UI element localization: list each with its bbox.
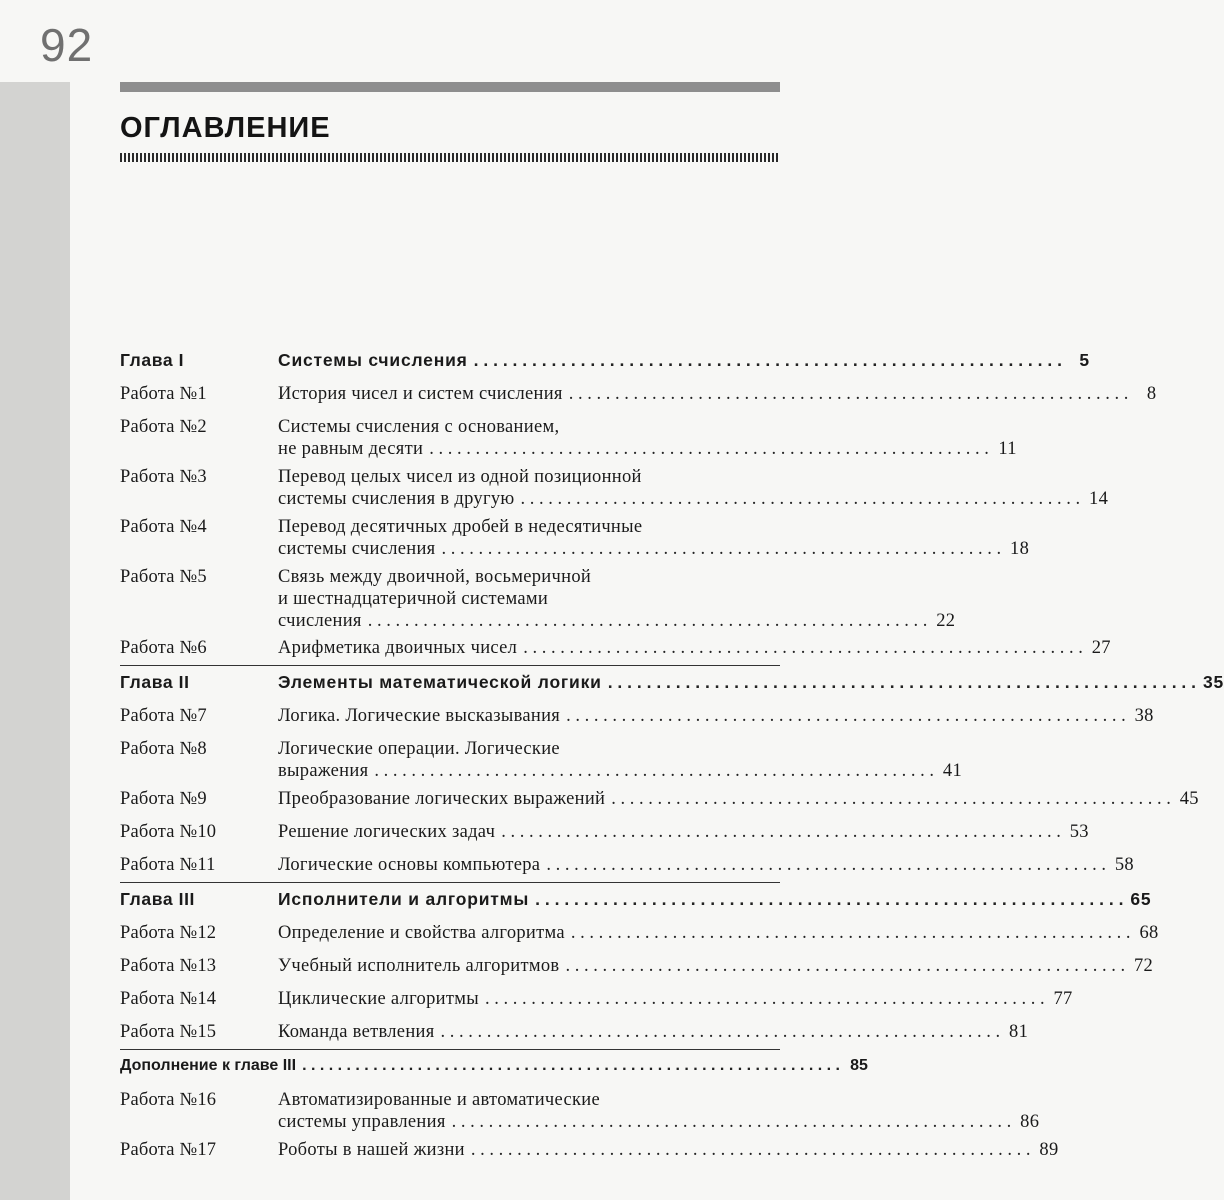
heading-rule: [120, 153, 780, 162]
toc-label: Дополнение к главе III: [120, 1057, 297, 1074]
toc-entry-row[interactable]: [120, 511, 1030, 561]
toc-title-line: Системы счисления с основанием,: [278, 417, 560, 437]
toc-page-number: 68: [1139, 923, 1159, 943]
toc-title: [278, 561, 955, 632]
toc-entry-row[interactable]: [120, 1084, 1040, 1134]
dot-leader: [429, 438, 989, 460]
toc-entry-row[interactable]: [120, 700, 1154, 733]
toc-title-line: [278, 488, 1108, 510]
toc-label: Работа №17: [120, 1140, 217, 1160]
toc-title-text: Определение и свойства алгоритма: [278, 923, 565, 943]
dot-leader: [571, 922, 1131, 944]
toc-page-number: 41: [942, 761, 963, 781]
header-bar: [120, 82, 780, 92]
toc-page-number: 65: [1130, 889, 1152, 909]
toc-title-line: [278, 349, 1090, 371]
toc-label: Работа №9: [120, 789, 207, 809]
toc-title: [278, 378, 1156, 405]
dot-leader: [374, 760, 934, 782]
toc-chapter-row[interactable]: [120, 344, 1090, 378]
toc-title-text: Арифметика двоичных чисел: [278, 638, 518, 658]
toc-title-text: системы счисления в другую: [278, 489, 515, 509]
toc-title: [278, 461, 1108, 510]
toc-label: Работа №2: [120, 417, 207, 437]
toc-page-number: 8: [1146, 384, 1157, 404]
toc-title-line: [278, 1111, 1039, 1133]
toc-title-text: счисления: [278, 611, 362, 631]
toc-title-line: [278, 922, 1159, 944]
toc-title-line: [278, 705, 1154, 727]
dot-leader: [521, 488, 1081, 510]
toc-label: Глава I: [120, 350, 185, 370]
toc-page-number: 22: [936, 611, 956, 631]
toc-title-line: [278, 1139, 1059, 1161]
dot-leader: [485, 988, 1045, 1010]
toc-title-line: [278, 988, 1073, 1010]
toc-title-line: [278, 888, 1151, 910]
toc-title-text: Логика. Логические высказывания: [278, 706, 561, 726]
dot-leader: [523, 637, 1083, 659]
toc-label: Работа №3: [120, 467, 207, 487]
toc-title-text: Исполнители и алгоритмы: [278, 889, 530, 909]
toc-page-number: 11: [998, 439, 1017, 459]
toc-entry-row[interactable]: [120, 783, 1199, 816]
toc-page-number: 58: [1114, 855, 1134, 875]
toc-title-text: Циклические алгоритмы: [278, 989, 479, 1009]
toc-label: Работа №13: [120, 956, 217, 976]
toc-page-number: 27: [1091, 638, 1111, 658]
dot-leader: [569, 383, 1129, 405]
toc-label: Работа №10: [120, 822, 217, 842]
page-number: 92: [40, 19, 94, 71]
dot-leader: [611, 788, 1171, 810]
toc-title: [278, 783, 1199, 810]
toc-title-line: [278, 438, 1017, 460]
dot-leader: [565, 955, 1125, 977]
dot-leader: [546, 854, 1106, 876]
toc-title-text: выражения: [278, 761, 369, 781]
toc-title-text: системы управления: [278, 1112, 446, 1132]
toc-title-text: Роботы в нашей жизни: [278, 1140, 465, 1160]
toc-page-number: 81: [1009, 1022, 1029, 1042]
toc-entry-row[interactable]: [120, 816, 1089, 849]
toc-title-text: системы счисления: [278, 539, 436, 559]
toc-label: Работа №16: [120, 1090, 217, 1110]
toc-entry-row[interactable]: [120, 1134, 1059, 1167]
dot-leader: [368, 610, 928, 632]
toc-title-line: Перевод десятичных дробей в недесятичные: [278, 517, 643, 537]
toc-title-line: Логические операции. Логические: [278, 739, 560, 759]
page-margin-band: [0, 82, 70, 1200]
toc-label: Работа №1: [120, 384, 207, 404]
toc-label: Глава II: [120, 672, 190, 692]
toc-title: [278, 666, 1224, 693]
toc-page-number: 89: [1039, 1140, 1059, 1160]
toc-page-number: 5: [1079, 350, 1090, 370]
toc-title: [278, 1084, 1039, 1133]
toc-entry-row[interactable]: [120, 950, 1154, 983]
toc-title: [278, 344, 1090, 371]
toc-label: Работа №11: [120, 855, 216, 875]
toc-chapter-row[interactable]: [120, 882, 1152, 917]
toc-title: [278, 1016, 1028, 1043]
toc-title-line: и шестнадцатеричной системами: [278, 589, 549, 609]
toc-label: Работа №15: [120, 1022, 217, 1042]
toc-entry-row[interactable]: [120, 378, 1157, 411]
toc-title: [278, 883, 1151, 910]
dot-leader: [441, 1021, 1001, 1043]
toc-page-number: 14: [1089, 489, 1109, 509]
toc-chapter-row[interactable]: [120, 1049, 868, 1084]
toc-label: Работа №12: [120, 923, 217, 943]
toc-title: [278, 632, 1111, 659]
toc-page-number: 72: [1133, 956, 1154, 976]
dot-leader: [452, 1111, 1012, 1133]
toc-title-text: Преобразование логических выражений: [278, 789, 606, 809]
toc-title-line: [278, 671, 1224, 693]
toc-page-number: 85: [850, 1057, 868, 1074]
toc-title-line: [278, 1021, 1028, 1043]
toc-title-text: Логические основы компьютера: [278, 855, 541, 875]
dot-leader: [474, 349, 1062, 371]
table-of-contents: [120, 344, 1224, 1167]
toc-title-line: [278, 610, 955, 632]
toc-label: Работа №7: [120, 706, 207, 726]
toc-title-text: Системы счисления: [278, 350, 468, 370]
toc-entry-row[interactable]: [120, 849, 1134, 882]
toc-entry-row[interactable]: [120, 561, 956, 632]
toc-label: Работа №5: [120, 567, 207, 587]
toc-supplement: [120, 1050, 868, 1077]
toc-title-text: не равным десяти: [278, 439, 424, 459]
toc-title-text: Решение логических задач: [278, 822, 496, 842]
toc-title-text: Элементы математической логики: [278, 672, 602, 692]
toc-title-line: Перевод целых чисел из одной позиционной: [278, 467, 642, 487]
toc-title: [278, 1134, 1059, 1161]
toc-title-line: [278, 637, 1111, 659]
dot-leader: [535, 888, 1123, 910]
toc-title-line: [278, 821, 1089, 843]
dot-leader: [501, 821, 1061, 843]
toc-title: [278, 983, 1073, 1010]
toc-title: [278, 917, 1159, 944]
toc-title-line: [278, 383, 1156, 405]
dot-leader: [608, 671, 1196, 693]
toc-page-number: 86: [1020, 1112, 1040, 1132]
toc-label: Работа №6: [120, 638, 207, 658]
toc-page-number: 35: [1202, 672, 1224, 692]
toc-entry-row[interactable]: [120, 1016, 1029, 1049]
toc-page-number: 53: [1069, 822, 1089, 842]
toc-title: [278, 511, 1029, 560]
toc-entry-row[interactable]: [120, 917, 1159, 950]
toc-title: [278, 950, 1153, 977]
toc-title: [278, 816, 1089, 843]
toc-title-text: Учебный исполнитель алгоритмов: [278, 956, 560, 976]
toc-entry-row[interactable]: [120, 733, 963, 783]
toc-entry-row[interactable]: [120, 632, 1111, 665]
dot-leader: [566, 705, 1126, 727]
dot-leader: [471, 1139, 1031, 1161]
toc-label: Работа №4: [120, 517, 207, 537]
toc-chapter-row[interactable]: [120, 665, 1224, 700]
toc-label: Глава III: [120, 889, 196, 909]
dot-leader: [302, 1055, 840, 1077]
toc-title-line: [278, 538, 1029, 560]
toc-title-line: [278, 788, 1199, 810]
toc-page-number: 38: [1134, 706, 1154, 726]
toc-title-line: Автоматизированные и автоматические: [278, 1090, 600, 1110]
toc-title-line: [278, 955, 1153, 977]
toc-title-line: [278, 760, 962, 782]
toc-title-text: Команда ветвления: [278, 1022, 435, 1042]
toc-title: [278, 411, 1017, 460]
toc-page-number: 18: [1010, 539, 1030, 559]
toc-page-number: 45: [1179, 789, 1199, 809]
toc-label: Работа №8: [120, 739, 207, 759]
toc-heading: ОГЛАВЛЕНИЕ: [120, 112, 331, 144]
toc-title-line: Связь между двоичной, восьмеричной: [278, 567, 592, 587]
toc-title: [278, 849, 1134, 876]
toc-title-line: [278, 854, 1134, 876]
dot-leader: [442, 538, 1002, 560]
toc-entry-row[interactable]: [120, 983, 1073, 1016]
toc-title: [278, 700, 1154, 727]
toc-label: Работа №14: [120, 989, 217, 1009]
toc-title: [278, 733, 962, 782]
toc-title-text: История чисел и систем счисления: [278, 384, 563, 404]
toc-page-number: 77: [1053, 989, 1073, 1009]
toc-entry-row[interactable]: [120, 411, 1017, 461]
toc-entry-row[interactable]: [120, 461, 1109, 511]
